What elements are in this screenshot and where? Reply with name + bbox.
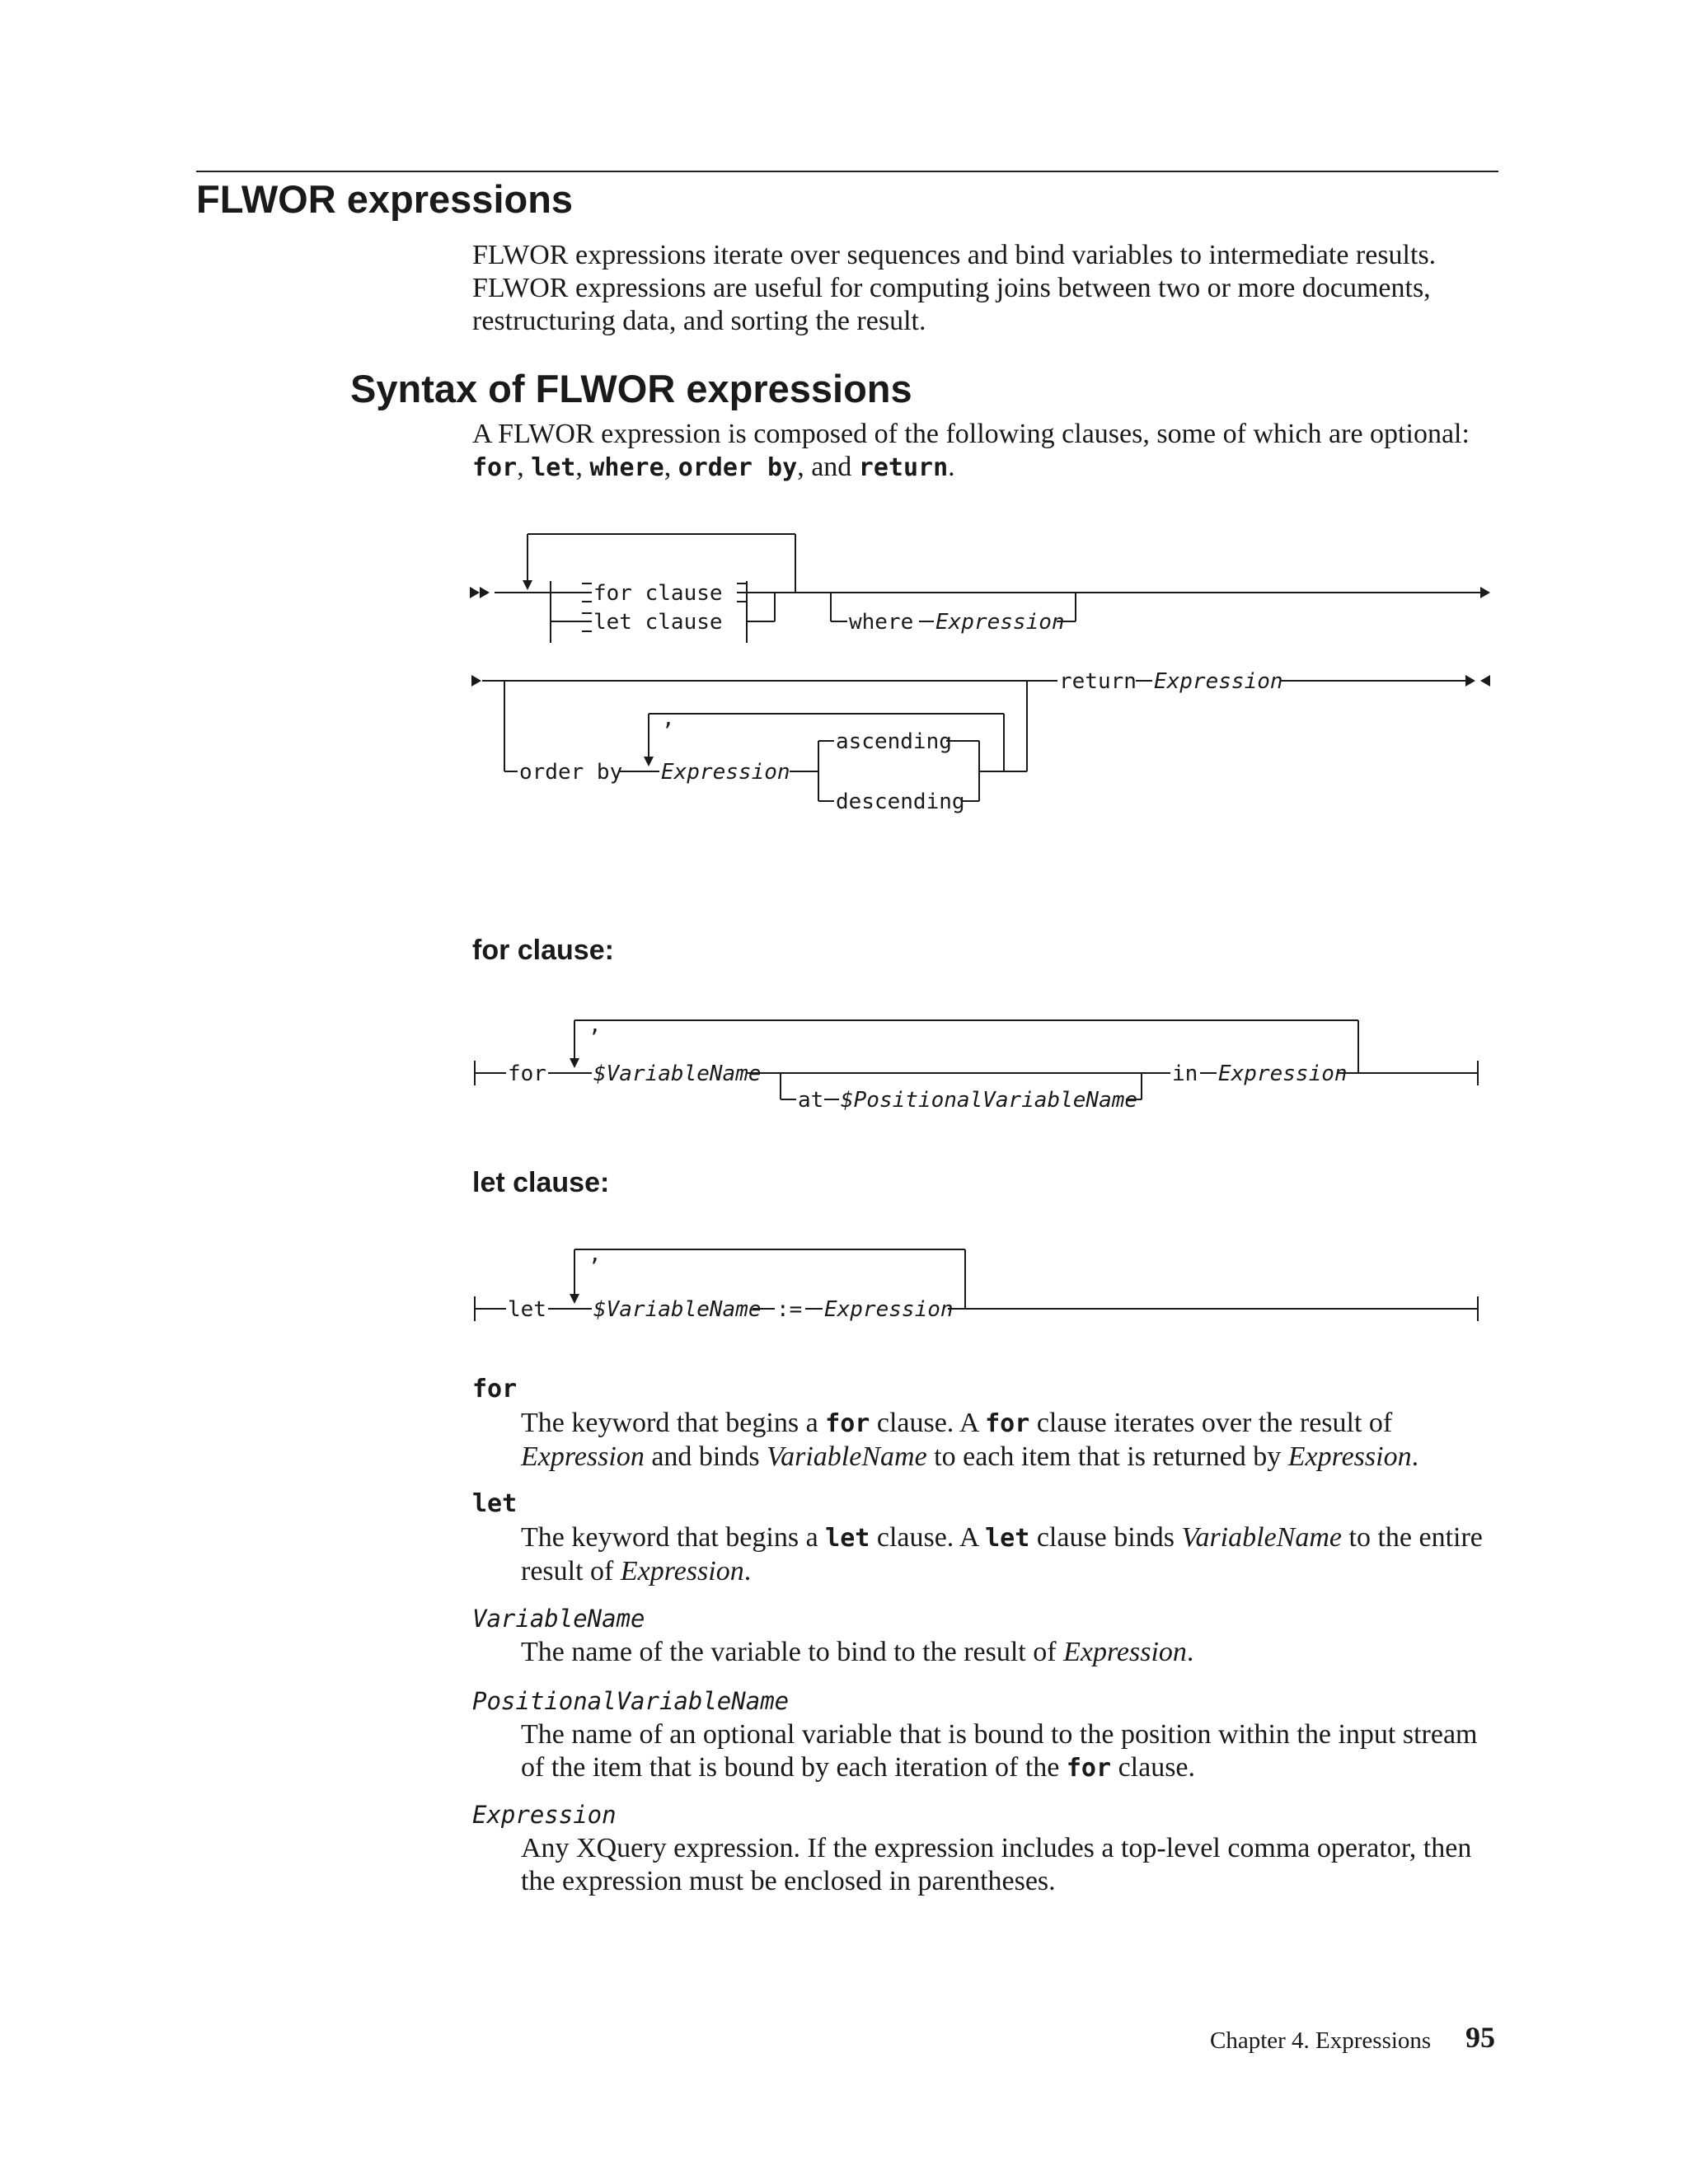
let-clause-keyword: let	[508, 1297, 546, 1322]
for-clause-diagram	[462, 1001, 1508, 1125]
term-for: for	[472, 1375, 518, 1404]
footer-chapter: Chapter 4. Expressions	[1210, 2027, 1432, 2054]
for-clause-keyword: for	[508, 1062, 546, 1086]
let-clause-label: let clause:	[472, 1167, 610, 1198]
let-clause-comma: ,	[588, 1242, 602, 1267]
heading-rule	[196, 171, 1498, 172]
definition-let: The keyword that begins a let clause. A let clause binds VariableName to the entire result of Expression.	[521, 1522, 1483, 1586]
diagram-order-expression: Expression	[661, 760, 790, 785]
keyword-let: let	[531, 453, 576, 482]
let-clause-variable: $VariableName	[593, 1297, 762, 1322]
for-clause-positional-variable: $PositionalVariableName	[841, 1088, 1138, 1113]
diagram-where-keyword: where	[849, 610, 914, 635]
for-clause-comma: ,	[588, 1013, 602, 1038]
page-title: FLWOR expressions	[196, 177, 574, 221]
for-clause-variable: $VariableName	[593, 1062, 762, 1086]
diagram-let-clause: let clause	[593, 610, 723, 635]
section-title: Syntax of FLWOR expressions	[350, 367, 912, 410]
diagram-order-comma: ,	[662, 706, 675, 731]
definition-positional-variable-name: The name of an optional variable that is bound to the position within the input stream of the item that is bound by each iteration of the for clause.	[521, 1719, 1478, 1783]
intro-paragraph: FLWOR expressions iterate over sequences and bind variables to intermediate results. FLWOR expressions are useful for computing joins between two or more documents, restructuring data, and sorting the result.	[472, 240, 1437, 336]
diagram-descending: descending	[836, 790, 965, 814]
let-clause-expression: Expression	[824, 1297, 954, 1322]
keyword-return: return	[858, 453, 949, 482]
for-clause-expression: Expression	[1218, 1062, 1348, 1086]
let-clause-assign: :=	[776, 1297, 803, 1322]
for-clause-in-keyword: in	[1172, 1062, 1198, 1086]
term-variable-name: VariableName	[472, 1605, 645, 1633]
for-clause-at-keyword: at	[798, 1088, 824, 1113]
syntax-intro-paragraph: A FLWOR expression is composed of the following clauses, some of which are optional: for, let, where, order by, and return.	[472, 419, 1470, 482]
for-clause-label: for clause:	[472, 935, 614, 966]
term-positional-variable-name: PositionalVariableName	[472, 1687, 790, 1715]
keyword-for: for	[472, 453, 518, 482]
diagram-where-expression: Expression	[935, 610, 1065, 635]
definition-for: The keyword that begins a for clause. A for clause iterates over the result of Expression and binds VariableName to each item that is returned by Expression.	[521, 1408, 1419, 1472]
term-let: let	[472, 1489, 518, 1518]
keyword-where: where	[589, 453, 664, 482]
diagram-for-clause: for clause	[593, 581, 723, 606]
diagram-ascending: ascending	[836, 729, 952, 754]
page-number: 95	[1465, 2021, 1495, 2054]
diagram-return-keyword: return	[1059, 669, 1137, 694]
diagram-return-expression: Expression	[1154, 669, 1283, 694]
diagram-order-by-keyword: order by	[519, 760, 623, 785]
definition-variable-name: The name of the variable to bind to the result of Expression.	[521, 1637, 1194, 1667]
term-expression: Expression	[472, 1801, 617, 1829]
let-clause-diagram	[462, 1236, 1508, 1343]
keyword-order-by: order by	[678, 453, 798, 482]
flwor-syntax-diagram	[462, 515, 1508, 828]
definition-expression: Any XQuery expression. If the expression includes a top-level comma operator, then the expression must be enclosed in parentheses.	[521, 1833, 1472, 1896]
